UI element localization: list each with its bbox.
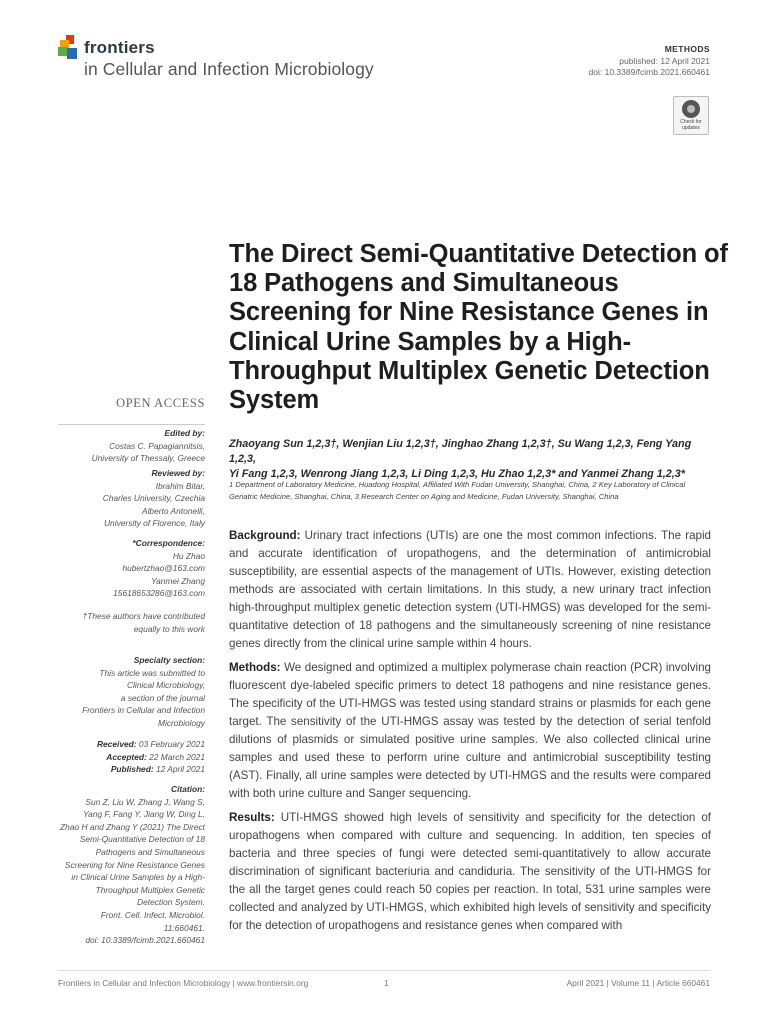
corr-2-name: Yanmei Zhang [151,575,205,586]
sidebar-dates [58,738,205,776]
accepted-label: Accepted: [106,751,147,762]
sidebar-citation [58,783,205,947]
check-for-updates-button[interactable] [673,96,709,135]
accepted-row [58,751,205,764]
reviewer-2-name[interactable]: Alberto Antonelli, [141,505,205,516]
reviewer-2-affiliation: University of Florence, Italy [104,518,205,529]
abstract-methods [229,659,711,803]
page-number: 1 [384,978,389,988]
abstract-results [229,809,711,935]
footer-journal-link[interactable]: Frontiers in Cellular and Infection Microbiology | www.frontiersin.org [58,978,309,988]
journal-name: in Cellular and Infection Microbiology [84,59,374,79]
doi-link[interactable]: doi: 10.3389/fcimb.2021.660461 [588,67,710,77]
citation-line-4: Semi-Quantitative Detection of 18 [79,834,205,845]
published-date-side: 12 April 2021 [155,764,205,775]
citation-doi[interactable]: doi: 10.3389/fcimb.2021.660461 [85,935,205,946]
article-type: METHODS [664,44,710,54]
corr-1-email[interactable]: hubertzhao@163.com [122,563,205,574]
corr-2-email[interactable]: 15618653286@163.com [113,588,205,599]
correspondence-label: *Correspondence: [132,538,205,548]
sidebar-specialty [58,654,205,730]
citation-line-5: Pathogens and Simultaneous [95,846,205,857]
abstract-background [229,527,711,653]
reviewer-1-name[interactable]: Ibrahim Bitar, [155,480,205,491]
equal-note-1: †These authors have contributed [82,611,205,621]
specialty-label: Specialty section: [133,655,205,665]
corr-1-name: Hu Zhao [172,550,205,561]
abstract [229,527,711,941]
editor-name[interactable]: Costas C. Papagiannitsis, [109,440,205,451]
specialty-line-4: Frontiers in Cellular and Infection [82,705,205,716]
published-label: Published: [110,764,154,775]
footer-issue-info: April 2021 | Volume 11 | Article 660461 [566,978,710,988]
open-access-label: OPEN ACCESS [116,396,205,410]
received-label: Received: [96,739,137,749]
citation-line-7: in Clinical Urine Samples by a High- [71,872,205,883]
reviewed-by-label: Reviewed by: [151,468,205,478]
check-updates-icon [682,100,700,118]
specialty-line-1: This article was submitted to [99,667,205,678]
citation-line-9: Detection System. [137,897,205,908]
specialty-line-5: Microbiology [157,717,205,728]
author-line-1[interactable]: Zhaoyang Sun 1,2,3†, Wenjian Liu 1,2,3†, Jinghao Zhang 1,2,3†, Su Wang 1,2,3, Feng Yang 1,2,3, [229,438,692,465]
accepted-date: 22 March 2021 [149,751,205,762]
article-meta [589,44,710,79]
author-line-2[interactable]: Yi Fang 1,2,3, Wenrong Jiang 1,2,3, Li Ding 1,2,3, Hu Zhao 1,2,3* and Yanmei Zhang 1,2,3* [229,468,685,480]
results-heading: Results: [229,811,275,824]
affiliations: 1 Department of Laboratory Medicine, Huadong Hospital, Affiliated With Fudan University, Shanghai, China, 2 Key Laboratory of Clinical Geriatric Medicine, Shanghai, China, 3 Research Center on Aging and Medicine, Fudan University, Shanghai, China [229,480,686,501]
methods-text: We designed and optimized a multiplex polymerase chain reaction (PCR) involving fluorescent dye-labeled specific primers to detect 18 pathogens and nine resistance genes. The specificity of the UTI-HMGS was tested using standard strains or plasmids for each gene target. The sensitivity of the UTI-HMGS assay was tested by the detection of serial tenfold dilutions of plasmids or simulated positive urine samples. We also collected clinical urine samples and used these to perform urine culture and antimicrobial susceptibility testing (AST). Finally, all urine samples were detected by UTI-HMGS and the results were compared with both urine culture and Sanger sequencing. [229,661,712,800]
specialty-line-3: a section of the journal [120,692,205,703]
sidebar-equal-contribution [58,610,205,635]
check-updates-label: Check for updates [680,119,702,131]
citation-label: Citation: [171,784,205,794]
edited-by-label: Edited by: [164,428,205,438]
results-text: UTI-HMGS showed high levels of sensitivity and specificity for the detection of uropathogens when compared with culture and sequencing. In addition, ten species of bacteria and three species of fungi were detected semi-quantitatively to allow accurate discrimination of significant bacteriuria and candiduria. The sensitivity of the UTI-HMGS for the all the target genes could reach 50 copies per reaction. In total, 531 urine samples were collected and analyzed by UTI-HMGS, which exhibited high levels of sensitivity and specificity for the detection of uropathogens and resistance genes when compared with [229,811,711,932]
reviewer-1-affiliation: Charles University, Czechia [102,493,205,504]
citation-line-2: Yang F, Fang Y, Jiang W, Ding L, [83,809,205,820]
citation-line-1: Sun Z, Liu W, Zhang J, Wang S, [85,796,205,807]
published-row [58,763,205,776]
background-text: Urinary tract infections (UTIs) are one the most common infections. The rapid and accurate identification of uropathogens, and the determination of antimicrobial susceptibility, are essential aspects of the management of UTIs. However, existing detection methods are associated with certain limitations. In this study, a new urinary tract infection high-throughput multiplex genetic detection system (UTI-HMGS) was developed for the semi-quantitative detection of 18 pathogens and the simultaneously screening of nine resistance genes directly from the clinical urine sample within 4 hours. [229,529,711,650]
sidebar-divider [58,424,205,425]
received-row [58,738,205,751]
citation-line-10: Front. Cell. Infect. Microbiol. 11:660461. [100,909,205,933]
brand-name: frontiers [84,38,155,57]
specialty-line-2: Clinical Microbiology, [126,680,205,691]
citation-line-6: Screening for Nine Resistance Genes [64,859,205,870]
sidebar-reviewers [58,467,205,530]
author-list [229,437,714,482]
received-date: 03 February 2021 [138,739,205,749]
citation-line-8: Throughput Multiplex Genetic [95,884,205,895]
citation-line-3: Zhao H and Zhang Y (2021) The Direct [60,821,205,832]
page-footer [58,970,710,988]
background-heading: Background: [229,529,301,542]
published-date: published: 12 April 2021 [619,55,710,66]
frontiers-logo-icon [58,35,80,61]
sidebar-correspondence [58,537,205,600]
paper-title: The Direct Semi-Quantitative Detection of 18 Pathogens and Simultaneous Screening for Nine Resistance Genes in Clinical Urine Samples by a High-Throughput Multiplex Genetic Detection System [229,240,728,415]
equal-note-2: equally to this work [133,623,205,634]
sidebar-editor [58,424,205,465]
methods-heading: Methods: [229,661,281,674]
editor-affiliation: University of Thessaly, Greece [91,453,205,464]
